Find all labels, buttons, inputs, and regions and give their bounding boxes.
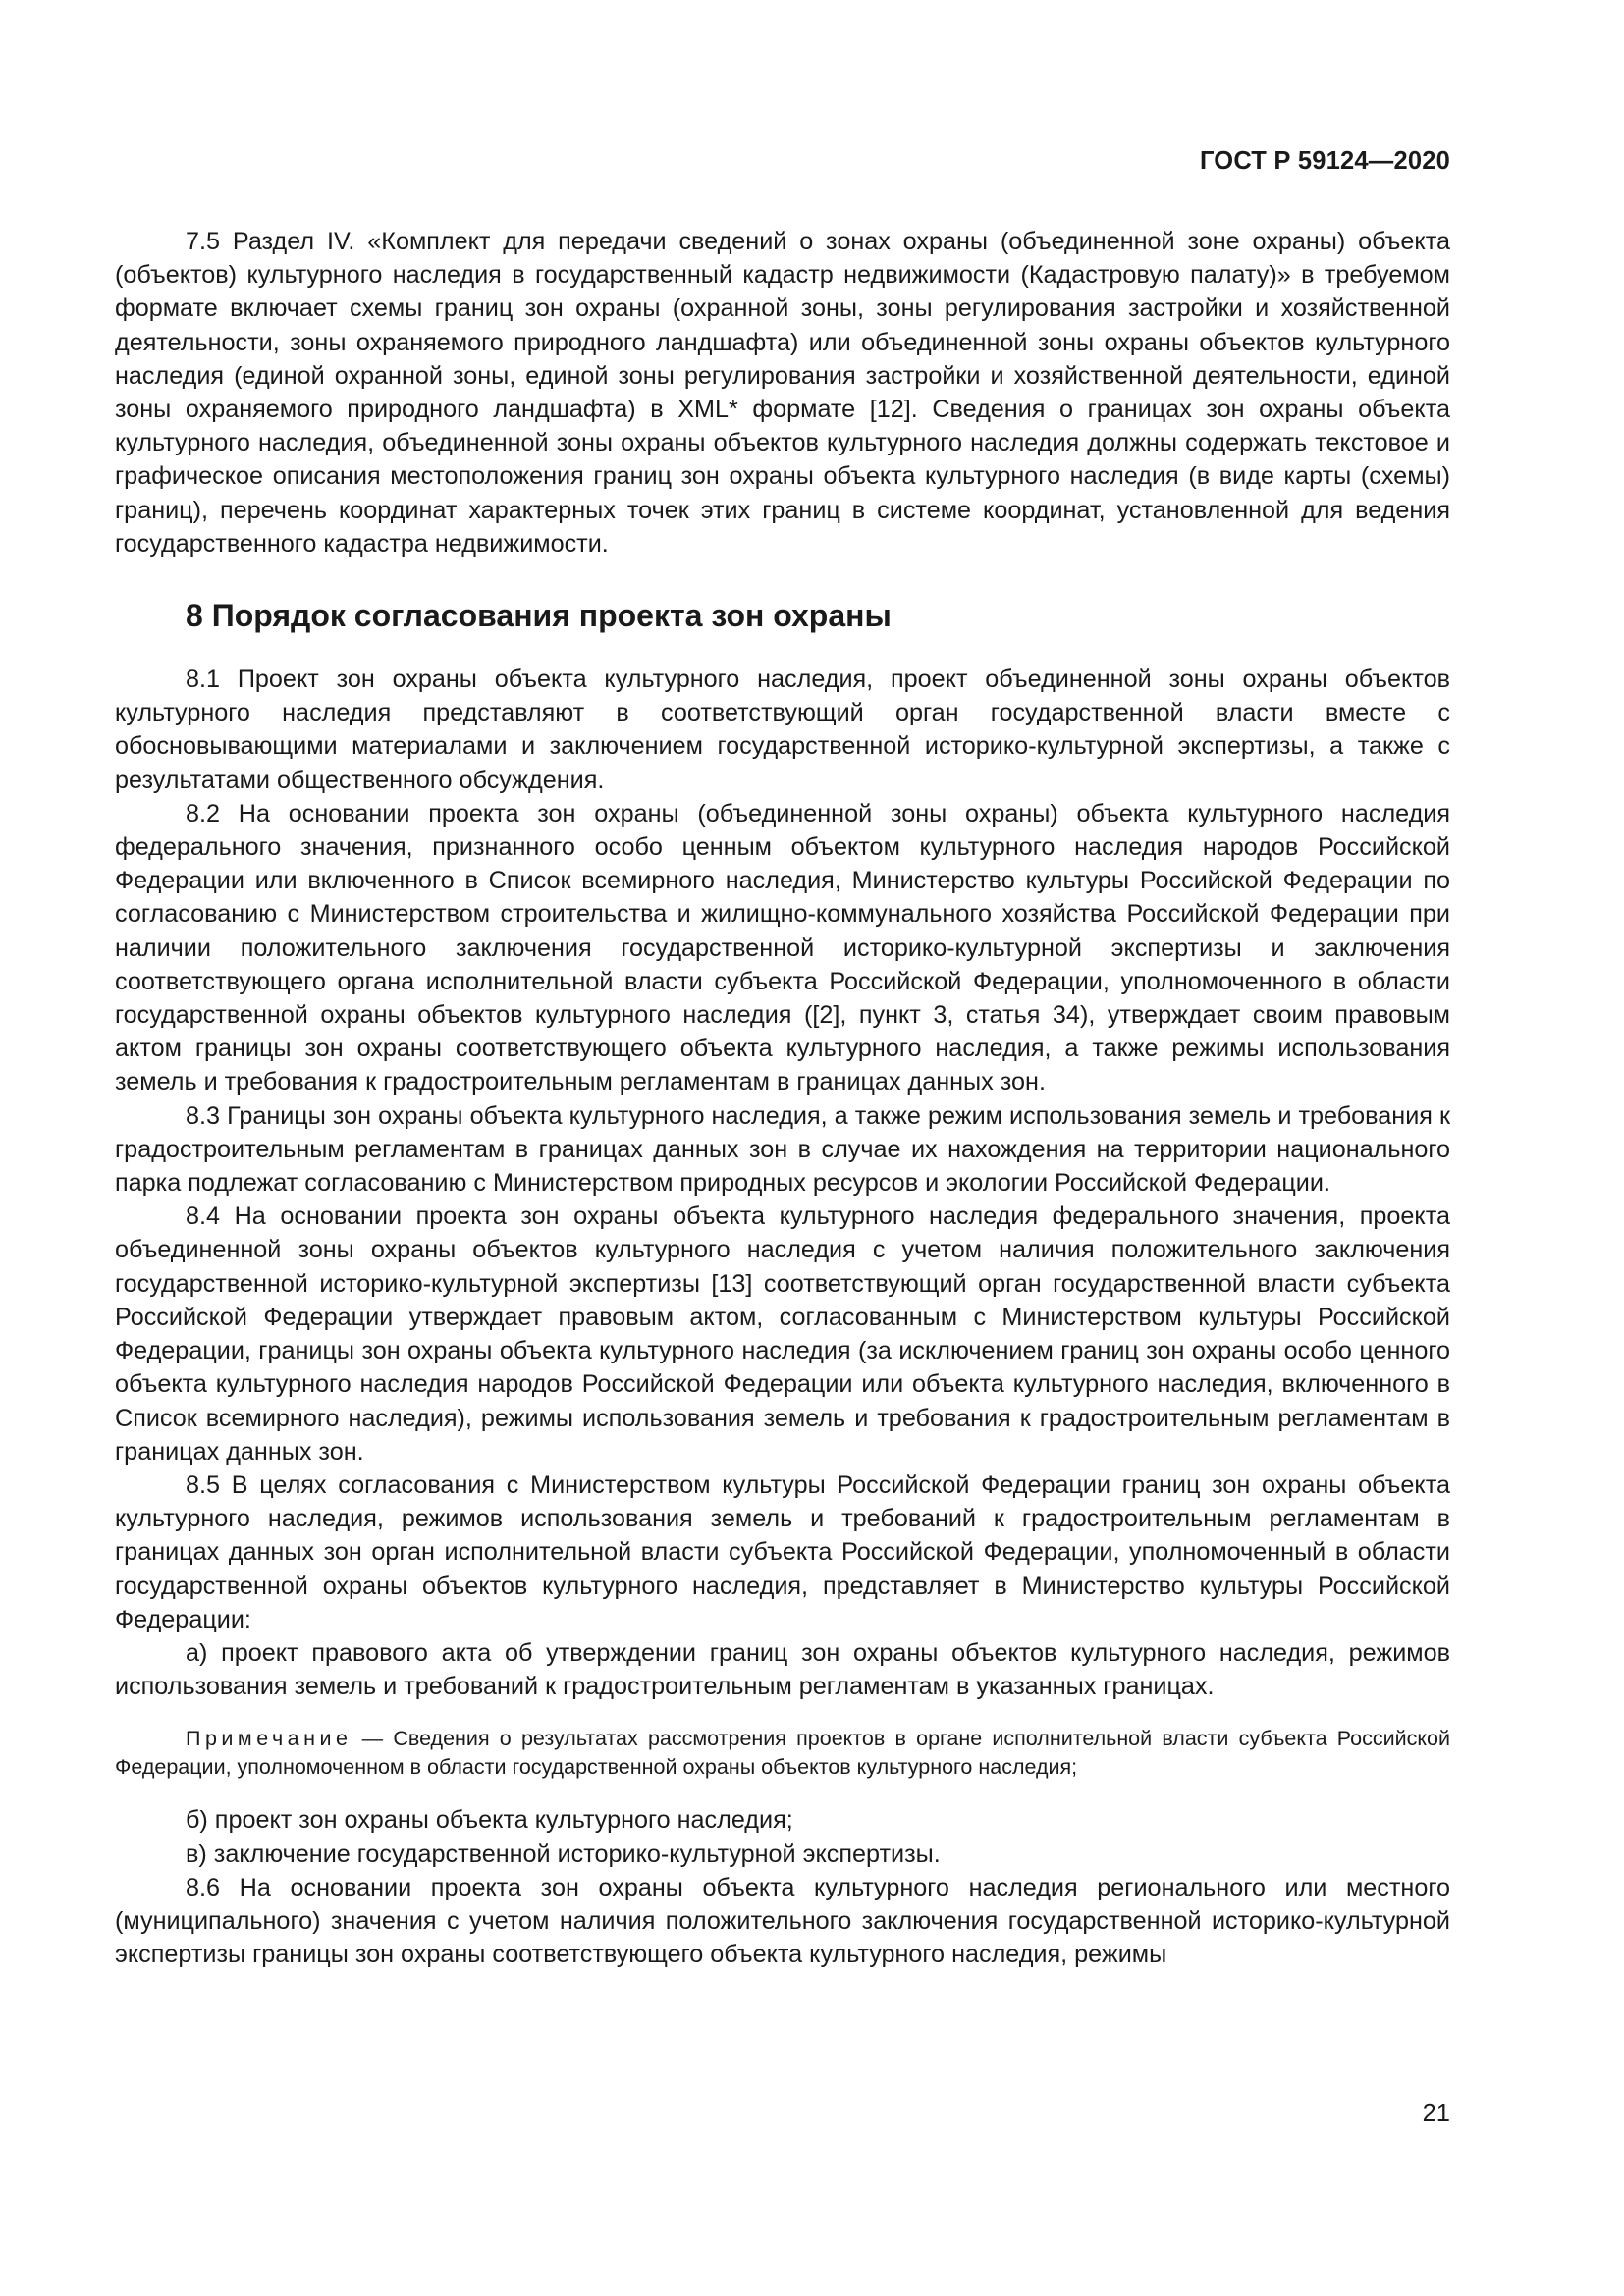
note-text: — Сведения о результатах рассмотрения проектов в органе исполнительной власти субъекта Российской Федерации, уполномоченном в области государственной охраны объектов культурного наследия; [115,1727,1450,1780]
paragraph-7-5: 7.5 Раздел IV. «Комплект для передачи сведений о зонах охраны (объединенной зоне охраны) объекта (объектов) культурного наследия в государственный кадастр недвижимости (Кадастровую палату)» в требуемом формате включает схемы границ зон охраны (охранной зоны, зоны регулирования застройки и хозяйственной деятельности, зоны охраняемого природного ландшафта) или объединенной зоны охраны объектов культурного наследия (единой охранной зоны, единой зоны регулирования застройки и хозяйственной деятельности, единой зоны охраняемого природного ландшафта) в XML* формате [12]. Сведения о границах зон охраны объекта культурного наследия, объединенной зоны охраны объектов культурного наследия должны содержать текстовое и графическое описания местоположения границ зон охраны объекта культурного наследия (в виде карты (схемы) границ), перечень координат характерных точек этих границ в системе координат, установленной для ведения государственного кадастра недвижимости. [115,228,1450,558]
document-header-code: ГОСТ Р 59124—2020 [1199,147,1450,175]
list-item-v: в) заключение государственной историко-культурной экспертизы. [186,1840,941,1868]
paragraph-8-2: 8.2 На основании проекта зон охраны (объединенной зоны охраны) объекта культурного наследия федерального значения, признанного особо ценным объектом культурного наследия народов Российской Федерации или включенного в Список всемирного наследия, Министерство культуры Российской Федерации по согласованию с Министерством строительства и жилищно-коммунального хозяйства Российской Федерации при наличии положительного заключения государственной историко-культурной экспертизы и заключения соответствующего органа исполнительной власти субъекта Российской Федерации, уполномоченного в области государственной охраны объектов культурного наследия ([2], пункт 3, статья 34), утверждает своим правовым актом границы зон охраны соответствующего объекта культурного наследия, а также режимы использования земель и требования к градостроительным регламентам в границах данных зон. [115,799,1450,1096]
paragraph-8-3: 8.3 Границы зон охраны объекта культурного наследия, а также режим использования земель и требования к градостроительным регламентам в границах данных зон в случае их нахождения на территории национального парка подлежат согласованию с Министерством природных ресурсов и экологии Российской Федерации. [115,1101,1450,1198]
document-page [115,0,1450,2296]
list-item-a: а) проект правового акта об утверждении границ зон охраны объектов культурного наследия, режимов использования земель и требований к градостроительным регламентам в указанных границах. [115,1638,1450,1701]
paragraph-8-1: 8.1 Проект зон охраны объекта культурного наследия, проект объединенной зоны охраны объектов культурного наследия представляют в соответствующий орган государственной власти вместе с обосновывающими материалами и заключением государственной историко-культурной экспертизы, а также с результатами общественного обсуждения. [115,666,1450,794]
paragraph-8-4: 8.4 На основании проекта зон охраны объекта культурного наследия федерального значения, проекта объединенной зоны охраны объектов культурного наследия с учетом наличия положительного заключения государственной историко-культурной экспертизы [13] соответствующий орган государственной власти субъекта Российской Федерации утверждает правовым актом, согласованным с Министерством культуры Российской Федерации, границы зон охраны объекта культурного наследия (за исключением границ зон охраны особо ценного объекта культурного наследия народов Российской Федерации или объекта культурного наследия, включенного в Список всемирного наследия), режимы использования земель и требования к градостроительным регламентам в границах данных зон. [115,1202,1450,1466]
section-title: 8 Порядок согласования проекта зон охраны [186,598,892,634]
page-number: 21 [1422,2100,1450,2127]
paragraph-8-5: 8.5 В целях согласования с Министерством культуры Российской Федерации границ зон охраны объекта культурного наследия, режимов использования земель и требований к градостроительным регламентам в границах данных зон орган исполнительной власти субъекта Российской Федерации, уполномоченный в области государственной охраны объектов культурного наследия, представляет в Министерство культуры Российской Федерации: [115,1470,1450,1633]
paragraph-8-6: 8.6 На основании проекта зон охраны объекта культурного наследия регионального или местного (муниципального) значения с учетом наличия положительного заключения государственной историко-культурной экспертизы границы зон охраны соответствующего объекта культурного наследия, режимы [115,1873,1450,1969]
note-label: Примечание [186,1727,352,1751]
list-item-b: б) проект зон охраны объекта культурного наследия; [186,1806,793,1835]
document-body [115,225,1450,1971]
note [115,1725,1450,1782]
